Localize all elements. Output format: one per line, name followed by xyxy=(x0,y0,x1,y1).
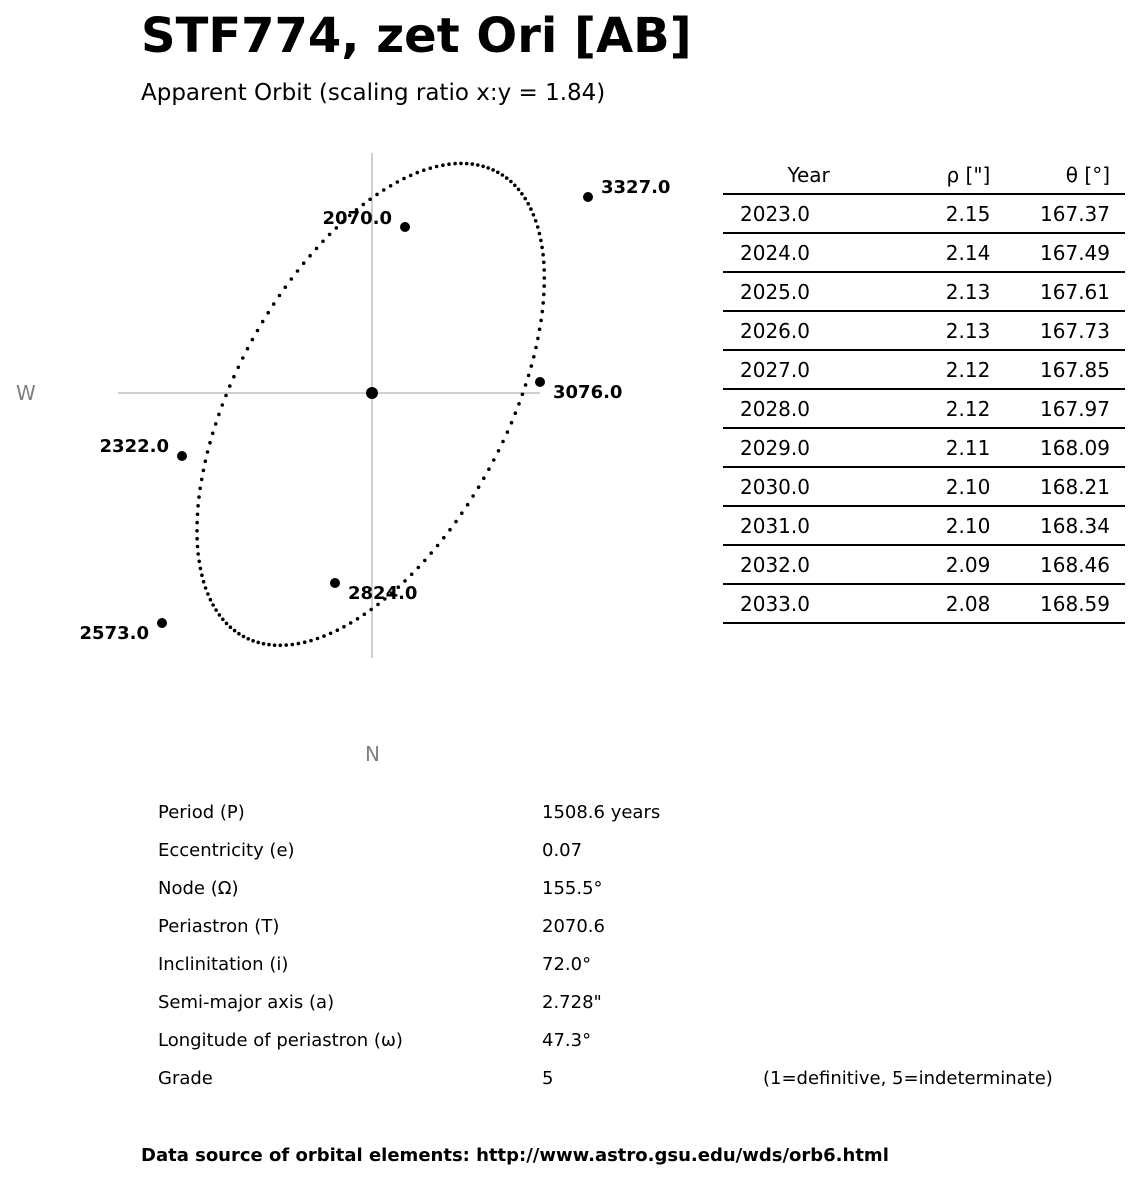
orbit-epoch-marker xyxy=(535,377,545,387)
table-cell-rho: 2.10 xyxy=(877,467,1009,506)
orbit-dot xyxy=(541,253,545,257)
table-cell-year: 2023.0 xyxy=(723,194,877,233)
table-cell-year: 2031.0 xyxy=(723,506,877,545)
orbit-epoch-label: 2824.0 xyxy=(348,583,418,604)
orbit-dot xyxy=(316,637,320,641)
table-cell-theta: 167.97 xyxy=(1008,389,1125,428)
orbit-dot xyxy=(195,521,199,525)
table-cell-theta: 168.21 xyxy=(1008,467,1125,506)
table-row xyxy=(723,506,1125,545)
orbit-dot xyxy=(221,403,225,407)
header-year: Year xyxy=(723,156,877,194)
orbit-dot xyxy=(214,608,218,612)
orbit-dot xyxy=(251,639,255,643)
orbit-dot xyxy=(206,450,210,454)
element-note: (1=definitive, 5=indeterminate) xyxy=(763,1068,1053,1089)
orbit-dot xyxy=(195,529,199,533)
orbit-dot xyxy=(256,641,260,645)
orbit-dot xyxy=(208,441,212,445)
orbit-dot xyxy=(422,168,426,172)
orbit-dot xyxy=(321,240,325,244)
table-cell-rho: 2.12 xyxy=(877,350,1009,389)
orbit-dot xyxy=(487,467,491,471)
orbit-dot xyxy=(514,411,518,415)
orbit-dot xyxy=(409,174,413,178)
orbit-dot xyxy=(448,528,452,532)
orbit-epoch-marker xyxy=(157,618,167,628)
orbit-dot xyxy=(278,294,282,298)
orbit-dot xyxy=(315,247,319,251)
orbit-epoch-marker xyxy=(330,578,340,588)
element-row xyxy=(158,984,1078,1022)
table-cell-year: 2024.0 xyxy=(723,233,877,272)
orbit-dot xyxy=(534,346,538,350)
table-row xyxy=(723,194,1125,233)
orbit-dot xyxy=(536,225,540,229)
west-label: W xyxy=(16,381,36,405)
table-cell-rho: 2.14 xyxy=(877,233,1009,272)
element-label: Longitude of periastron (ω) xyxy=(158,1030,403,1051)
table-cell-year: 2025.0 xyxy=(723,272,877,311)
orbit-epoch-label: 2322.0 xyxy=(99,436,169,457)
orbit-dot xyxy=(466,503,470,507)
element-row xyxy=(158,1060,1078,1098)
orbit-dot xyxy=(482,476,486,480)
element-row xyxy=(158,946,1078,984)
orbit-dot xyxy=(229,625,233,629)
orbit-dot xyxy=(198,487,202,491)
orbit-dot xyxy=(542,284,546,288)
table-cell-year: 2029.0 xyxy=(723,428,877,467)
orbit-dot xyxy=(214,422,218,426)
orbit-dot xyxy=(200,478,204,482)
orbit-dot xyxy=(526,202,530,206)
orbit-dot xyxy=(541,301,545,305)
orbit-dot xyxy=(363,613,367,617)
orbit-dot xyxy=(442,536,446,540)
orbit-dots-group xyxy=(195,162,546,648)
table-cell-rho: 2.10 xyxy=(877,506,1009,545)
orbit-dot xyxy=(228,384,232,388)
orbit-dot xyxy=(217,413,221,417)
element-row xyxy=(158,1022,1078,1060)
element-label: Period (P) xyxy=(158,802,245,823)
orbit-dot xyxy=(459,162,463,166)
table-row xyxy=(723,389,1125,428)
orbit-dot xyxy=(329,632,333,636)
element-row xyxy=(158,794,1078,832)
orbit-dot xyxy=(396,180,400,184)
orbit-dot xyxy=(527,374,531,378)
table-row xyxy=(723,350,1125,389)
orbit-dot xyxy=(510,421,514,425)
table-cell-rho: 2.13 xyxy=(877,311,1009,350)
orbit-dot xyxy=(496,171,500,175)
north-label: N xyxy=(365,742,380,766)
orbit-dot xyxy=(536,337,540,341)
table-cell-theta: 168.09 xyxy=(1008,428,1125,467)
orbit-dot xyxy=(454,520,458,524)
orbit-dot xyxy=(206,592,210,596)
orbit-dot xyxy=(349,621,353,625)
orbit-dot xyxy=(506,430,510,434)
orbit-dot xyxy=(375,193,379,197)
element-value: 47.3° xyxy=(542,1030,592,1051)
orbit-dot xyxy=(389,184,393,188)
orbit-dot xyxy=(477,485,481,489)
header-rho: ρ ["] xyxy=(877,156,1009,194)
table-cell-theta: 168.59 xyxy=(1008,584,1125,623)
orbit-dot xyxy=(303,640,307,644)
orbit-dot xyxy=(202,580,206,584)
orbit-dot xyxy=(322,634,326,638)
orbit-dot xyxy=(382,188,386,192)
orbit-dot xyxy=(492,458,496,462)
table-cell-theta: 168.34 xyxy=(1008,506,1125,545)
orbit-dot xyxy=(486,166,490,170)
orbit-dot xyxy=(232,375,236,379)
orbit-dot xyxy=(196,552,200,556)
orbit-dot xyxy=(538,328,542,332)
orbit-dot xyxy=(410,573,414,577)
orbit-dot xyxy=(199,567,203,571)
element-label: Periastron (T) xyxy=(158,916,280,937)
orbit-dot xyxy=(284,643,288,647)
orbit-dot xyxy=(267,643,271,647)
orbit-dot xyxy=(296,269,300,273)
orbit-dot xyxy=(262,642,266,646)
orbit-dot xyxy=(471,494,475,498)
table-cell-rho: 2.09 xyxy=(877,545,1009,584)
orbit-dot xyxy=(436,544,440,548)
table-cell-year: 2026.0 xyxy=(723,311,877,350)
table-row xyxy=(723,428,1125,467)
orbit-dot xyxy=(453,162,457,166)
orbit-dot xyxy=(540,246,544,250)
orbit-dot xyxy=(356,617,360,621)
orbit-dot xyxy=(279,644,283,648)
table-cell-rho: 2.12 xyxy=(877,389,1009,428)
orbit-dot xyxy=(237,632,241,636)
orbit-dot xyxy=(517,402,521,406)
table-cell-rho: 2.11 xyxy=(877,428,1009,467)
table-cell-theta: 167.49 xyxy=(1008,233,1125,272)
table-cell-year: 2028.0 xyxy=(723,389,877,428)
table-cell-rho: 2.08 xyxy=(877,584,1009,623)
orbit-dot xyxy=(196,513,200,517)
orbit-dot xyxy=(302,261,306,265)
table-cell-year: 2027.0 xyxy=(723,350,877,389)
table-cell-theta: 168.46 xyxy=(1008,545,1125,584)
table-cell-rho: 2.13 xyxy=(877,272,1009,311)
orbit-dot xyxy=(524,383,528,387)
orbit-dot xyxy=(218,613,222,617)
orbit-plot xyxy=(0,140,700,780)
orbit-dot xyxy=(290,277,294,281)
orbit-dot xyxy=(195,537,199,541)
orbit-dot xyxy=(532,355,536,359)
element-value: 2070.6 xyxy=(542,916,605,937)
element-value: 72.0° xyxy=(542,954,592,975)
orbit-dot xyxy=(196,545,200,549)
chart-subtitle: Apparent Orbit (scaling ratio x:y = 1.84) xyxy=(141,80,606,106)
orbit-dot xyxy=(441,163,445,167)
orbit-dot xyxy=(429,551,433,555)
orbit-dot xyxy=(261,320,265,324)
orbit-dot xyxy=(209,598,213,602)
orbit-dot xyxy=(246,347,250,351)
table-cell-theta: 167.37 xyxy=(1008,194,1125,233)
orbit-dot xyxy=(284,285,288,289)
orbit-dot xyxy=(402,177,406,181)
table-row xyxy=(723,272,1125,311)
orbit-dot xyxy=(542,268,546,272)
orbit-dot xyxy=(481,165,485,169)
orbit-dot xyxy=(521,393,525,397)
orbit-dot xyxy=(416,171,420,175)
orbit-labeled-points-group xyxy=(80,177,671,644)
table-row xyxy=(723,545,1125,584)
orbit-dot xyxy=(211,432,215,436)
primary-star-marker xyxy=(366,387,378,399)
data-source-footer: Data source of orbital elements: http://www.astro.gsu.edu/wds/orb6.html xyxy=(141,1145,889,1166)
orbit-epoch-label: 2070.0 xyxy=(322,208,392,229)
orbit-dot xyxy=(435,165,439,169)
orbit-dot xyxy=(530,364,534,368)
orbit-dot xyxy=(273,643,277,647)
orbital-elements-list xyxy=(158,794,1078,1098)
orbit-epoch-marker xyxy=(583,192,593,202)
orbit-dot xyxy=(520,192,524,196)
orbit-dot xyxy=(523,197,527,201)
orbit-dot xyxy=(308,254,312,258)
orbit-dot xyxy=(368,198,372,202)
orbit-dot xyxy=(532,213,536,217)
element-label: Semi-major axis (a) xyxy=(158,992,335,1013)
table-cell-rho: 2.15 xyxy=(877,194,1009,233)
orbit-dot xyxy=(221,618,225,622)
orbit-dot xyxy=(251,338,255,342)
header-theta: θ [°] xyxy=(1008,156,1125,194)
element-value: 1508.6 years xyxy=(542,802,661,823)
element-row xyxy=(158,870,1078,908)
orbit-dot xyxy=(513,184,517,188)
element-value: 5 xyxy=(542,1068,554,1089)
orbit-epoch-marker xyxy=(400,222,410,232)
orbit-dot xyxy=(471,162,475,166)
orbit-dot xyxy=(211,603,215,607)
table-row xyxy=(723,233,1125,272)
table-cell-year: 2032.0 xyxy=(723,545,877,584)
orbit-dot xyxy=(241,356,245,360)
chart-title: STF774, zet Ori [AB] xyxy=(141,8,692,64)
orbit-dot xyxy=(246,637,250,641)
orbit-epoch-label: 2573.0 xyxy=(79,623,149,644)
orbit-dot xyxy=(237,366,241,370)
orbit-dot xyxy=(501,173,505,177)
table-row xyxy=(723,584,1125,623)
element-row xyxy=(158,908,1078,946)
element-label: Grade xyxy=(158,1068,213,1089)
orbit-dot xyxy=(505,176,509,180)
orbit-dot xyxy=(200,573,204,577)
orbit-dot xyxy=(336,628,340,632)
orbit-dot xyxy=(539,319,543,323)
orbit-dot xyxy=(417,566,421,570)
element-label: Node (Ω) xyxy=(158,878,239,899)
orbit-dot xyxy=(465,162,469,166)
orbit-epoch-label: 3076.0 xyxy=(553,382,623,403)
element-value: 2.728" xyxy=(542,992,602,1013)
orbit-dot xyxy=(509,180,513,184)
element-label: Eccentricity (e) xyxy=(158,840,295,861)
orbit-dot xyxy=(197,560,201,564)
table-row xyxy=(723,311,1125,350)
orbit-dot xyxy=(538,232,542,236)
orbit-dot xyxy=(309,639,313,643)
element-label: Inclinitation (i) xyxy=(158,954,289,975)
orbit-epoch-marker xyxy=(177,451,187,461)
table-cell-theta: 167.85 xyxy=(1008,350,1125,389)
orbit-dot xyxy=(423,559,427,563)
orbit-dot xyxy=(542,293,546,297)
element-value: 155.5° xyxy=(542,878,603,899)
orbit-dot xyxy=(328,233,332,237)
orbit-dot xyxy=(204,586,208,590)
element-value: 0.07 xyxy=(542,840,583,861)
orbit-dot xyxy=(543,276,547,280)
orbit-dot xyxy=(266,311,270,315)
orbit-dot xyxy=(542,261,546,265)
orbit-dot xyxy=(369,608,373,612)
orbit-dot xyxy=(342,625,346,629)
orbit-epoch-label: 3327.0 xyxy=(601,177,671,198)
orbit-dot xyxy=(225,622,229,626)
table-cell-theta: 167.61 xyxy=(1008,272,1125,311)
orbit-dot xyxy=(256,329,260,333)
orbit-dot xyxy=(224,394,228,398)
orbit-dot xyxy=(429,166,433,170)
orbit-dot xyxy=(242,635,246,639)
orbit-dot xyxy=(491,168,495,172)
orbit-dot xyxy=(196,504,200,508)
orbit-dot xyxy=(204,459,208,463)
table-row xyxy=(723,467,1125,506)
orbit-dot xyxy=(460,511,464,515)
orbit-dot xyxy=(197,495,201,499)
element-row xyxy=(158,832,1078,870)
ephemeris-table xyxy=(723,156,1125,624)
orbit-dot xyxy=(297,642,301,646)
orbit-dot xyxy=(362,203,366,207)
orbit-dot xyxy=(202,469,206,473)
orbit-dot xyxy=(501,440,505,444)
orbit-dot xyxy=(497,449,501,453)
orbit-dot xyxy=(233,629,237,633)
table-cell-year: 2030.0 xyxy=(723,467,877,506)
orbit-dot xyxy=(539,239,543,243)
table-cell-theta: 167.73 xyxy=(1008,311,1125,350)
orbit-dot xyxy=(272,302,276,306)
orbit-dot xyxy=(534,219,538,223)
orbit-dot xyxy=(529,207,533,211)
orbit-dot xyxy=(476,163,480,167)
table-header-row xyxy=(723,156,1125,194)
orbit-dot xyxy=(447,162,451,166)
orbit-dot xyxy=(291,643,295,647)
orbit-dot xyxy=(541,310,545,314)
orbit-dot xyxy=(517,188,521,192)
table-cell-year: 2033.0 xyxy=(723,584,877,623)
